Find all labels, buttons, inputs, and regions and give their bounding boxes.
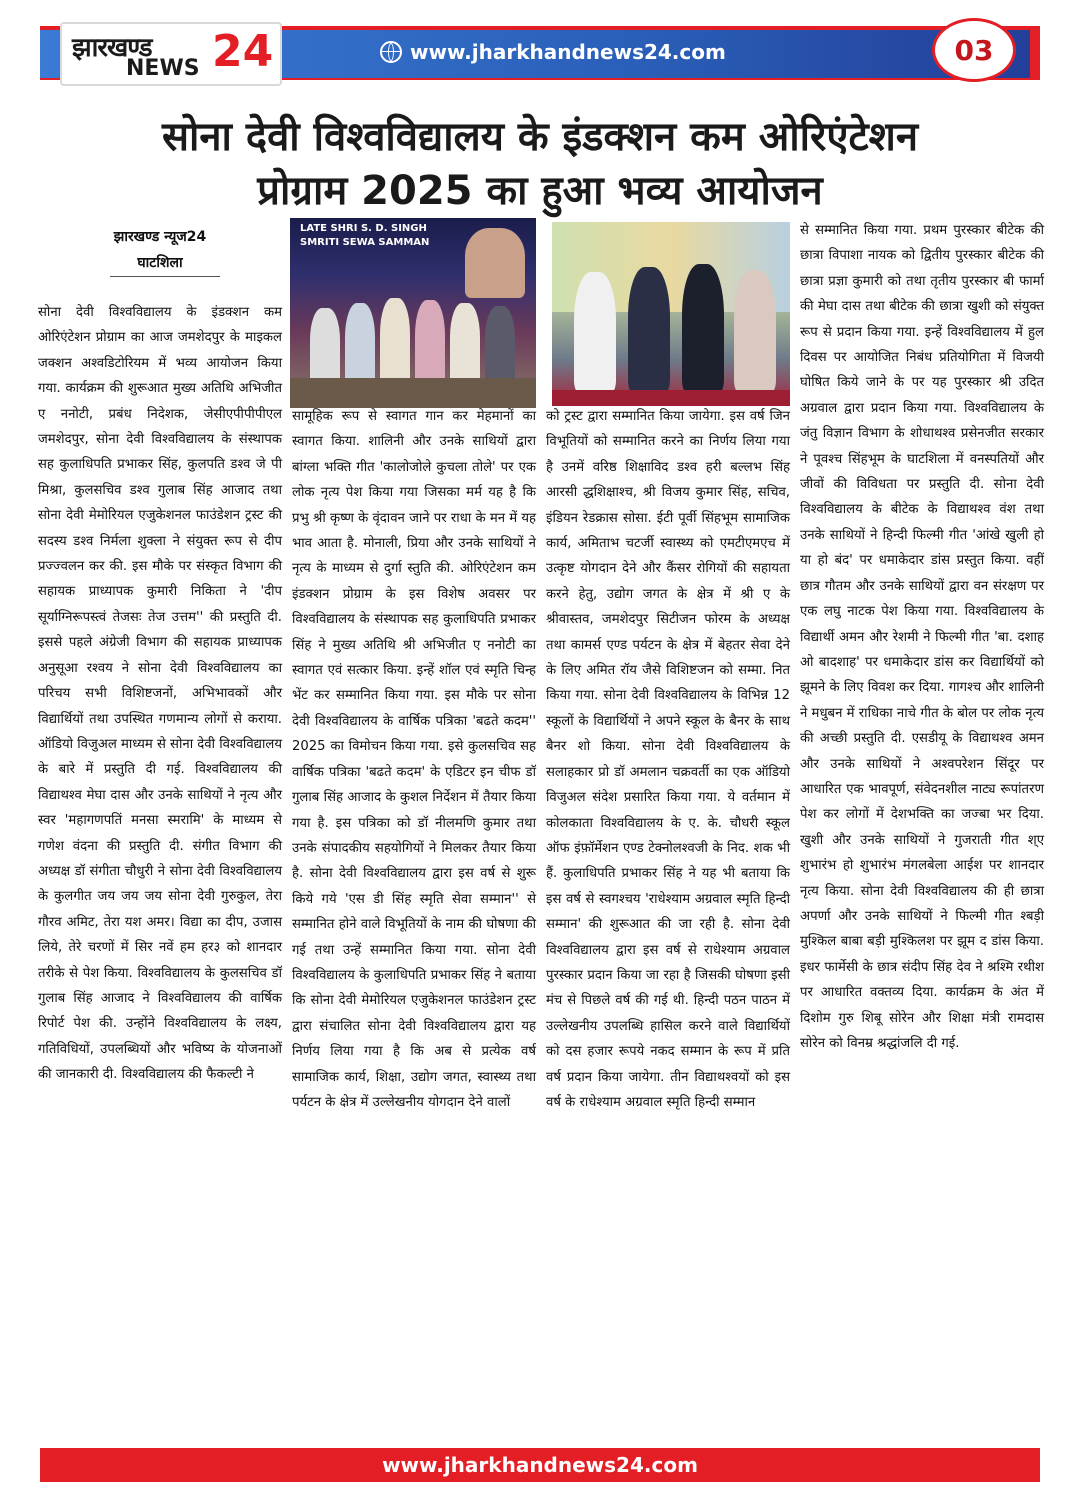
guest-figure (310, 308, 340, 388)
headline-line-1: सोना देवी विश्वविद्यालय के इंडक्शन कम ओरिएंटेशन (161, 114, 919, 160)
guest-figure (450, 303, 480, 388)
guest-figure (682, 264, 724, 392)
photo1-banner-line-2: SMRITI SEWA SAMMAN (300, 237, 430, 248)
photo1-banner (300, 222, 429, 250)
article-column-4: से सम्मानित किया गया. प्रथम पुरस्कार बीटेक की छात्रा विपाशा नायक को द्वितीय पुरस्कार बीटेक की छात्रा प्रज्ञा कुमारी को तथा तृतीय पुरस्कार बी फार्मा की मेघा दास तथा बीटेक की छात्रा खुशी को संयुक्त रूप से प्रदान किया गया. इन्हें विश्वविद्यालय में हुल दिवस पर आयोजित निबंध प्रतियोगिता में विजयी घोषित किये जाने के पर यह पुरस्कार श्री उदित अग्रवाल द्वारा प्रदान किया गया. विश्वविद्यालय के जंतु विज्ञान विभाग के शोधाथश्व प्रसेनजीत सरकार ने पूवश्च सिंहभूम के घाटशिला में वनस्पतियों और जीवों की विविधता पर प्रस्तुति दी. सोना देवी विश्वविद्यालय के बीटेक के विद्याथश्व वंश तथा उनके साथियों ने हिन्दी फिल्मी गीत 'आंखे खुली हो या हो बंद' पर धमाकेदार डांस प्रस्तुत किया. वहीं छात्र गौतम और उनके साथियों द्वारा वन संरक्षण पर एक लघु नाटक पेश किया गया. विश्वविद्यालय के विद्यार्थी अमन और रेशमी ने फिल्मी गीत 'बा. दशाह ओ बादशाह' पर धमाकेदार डांस कर विद्यार्थियों को झूमने के लिए विवश कर दिया. गागश्च और शालिनी ने मधुबन में राधिका नाचे गीत के बोल पर लोक नृत्य की अच्छी प्रस्तुति दी. एसडीयू के विद्याथश्व अमन और उनके साथियों ने अश्वपरेशन सिंदूर पर आधारित एक भावपूर्ण, संवेदनशील नाट्य रूपांतरण पेश कर लोगों में देशभक्ति का जज्बा भर दिया. खुशी और उनके साथियों ने गुजराती गीत श्ए शुभारंभ हो शुभारंभ मंगलबेला आईश पर शानदार नृत्य किया. सोना देवी विश्वविद्यालय की ही छात्रा अपर्णा और उनके साथियों ने फिल्मी गीत श्बड़ी मुश्किल बाबा बड़ी मुश्किलश पर झूम द डांस किया. इधर फार्मेसी के छात्र संदीप सिंह देव ने श्रश्मि रथीश पर आधारित वक्तव्य दिया. कार्यक्रम के अंत में दिशोम गुरु शिबू सोरेन और शिक्षा मंत्री रामदास सोरेन को विनम्र श्रद्धांजलि दी गई. (800, 223, 1044, 1051)
logo-hindi-text: झारखण्ड (72, 33, 152, 63)
event-photo-magazine-launch (552, 222, 790, 406)
byline-source: झारखण्ड न्यूज24 (113, 229, 207, 245)
guest-figure (415, 300, 445, 388)
logo-news-text: NEWS (126, 56, 200, 81)
event-photo-award-ceremony (290, 218, 536, 408)
byline-place: घाटशिला (137, 255, 183, 271)
site-logo[interactable] (60, 22, 282, 86)
article-column-1: सोना देवी विश्वविद्यालय के इंडक्शन कम ओरिएंटेशन प्रोग्राम का आज जमशेदपुर के माइकल जक्शन अश्वडिटोरियम में भव्य आयोजन किया गया. कार्यक्रम की शुरूआत मुख्य अतिथि अभिजीत ए ननोटी, प्रबंध निदेशक, जेसीएपीपीपीएल जमशेदपुर, सोना देवी विश्वविद्यालय के संस्थापक सह कुलाधिपति प्रभाकर सिंह, कुलपति डश्व जे पी मिश्रा, कुलसचिव डश्व गुलाब सिंह आजाद तथा सोना देवी मेमोरियल एजुकेशनल फाउंडेशन ट्रस्ट की सदस्य डश्व निर्मला शुक्ला ने संयुक्त रूप से दीप प्रज्ज्वलन कर की. इस मौके पर संस्कृत विभाग की सहायक प्राध्यापक कुमारी निकिता ने 'दीप सूर्याग्निरूपस्त्वं तेजसः तेज उत्तम'' की प्रस्तुति दी. इससे पहले अंग्रेजी विभाग की सहायक प्राध्यापक अनुसूआ रश्वय ने सोना देवी विश्वविद्यालय का परिचय सभी विशिष्टजनों, अभिभावकों और विद्यार्थियों तथा उपस्थित गणमान्य लोगों से कराया. ऑडियो विजुअल माध्यम से सोना देवी विश्वविद्यालय के बारे में प्रस्तुति दी गई. विश्वविद्यालय की विद्याथश्व मेघा दास और उनके साथियों ने नृत्य और स्वर 'महागणपतिं मनसा स्मरामि' के माध्यम से गणेश वंदना की प्रस्तुति दी. संगीत विभाग की अध्यक्ष डॉ संगीता चौधुरी ने सोना देवी विश्वविद्यालय के कुलगीत जय जय जय सोना देवी गुरुकुल, तेरा गौरव अमिट, तेरा यश अमर। विद्या का दीप, उजास लिये, तेरे चरणों में सिर नवें हम हर३ को शानदार तरीके से पेश किया. विश्वविद्यालय के कुलसचिव डॉ गुलाब सिंह आजाद ने विश्वविद्यालय की वार्षिक रिपोर्ट पेश की. उन्होंने विश्वविद्यालय के लक्ष्य, गतिविधियों, उपलब्धियों और भविष्य के योजनाओं की जानकारी दी. विश्वविद्यालय की फैकल्टी ने (38, 305, 282, 1083)
byline-divider (110, 276, 220, 277)
photo1-banner-line-1: LATE SHRI S. D. SINGH (300, 223, 427, 234)
logo-number: 24 (212, 26, 274, 77)
headline-line-2: प्रोग्राम 2025 का हुआ भव्य आयोजन (257, 168, 823, 214)
article-headline (40, 110, 1040, 218)
guest-figure (734, 270, 776, 392)
article-column-3: को ट्रस्ट द्वारा सम्मानित किया जायेगा. इस वर्ष जिन विभूतियों को सम्मानित करने का निर्णय लिया गया है उनमें वरिष्ठ शिक्षाविद डश्व हरी बल्लभ सिंह आरसी द्धशिक्षाश्च, श्री विजय कुमार सिंह, सचिव, इंडियन रेडक्रास सोसा. ईटी पूर्वी सिंहभूम सामाजिक कार्य, अमिताभ चटर्जी स्वास्थ्य को एमटीएमएच में उत्कृष्ट योगदान देने और कैंसर रोगियों की सहायता करने हेतु, उद्योग जगत के क्षेत्र में श्री ए के श्रीवास्तव, जमशेदपुर सिटीजन फोरम के अध्यक्ष तथा कामर्स एण्ड पर्यटन के क्षेत्र में बेहतर सेवा देने के लिए अमित रॉय जैसे विशिष्टजन को सम्मा. नित किया गया. सोना देवी विश्वविद्यालय के विभिन्न 12 स्कूलों के विद्यार्थियों ने अपने स्कूल के बैनर के साथ बैनर शो किया. सोना देवी विश्वविद्यालय के सलाहकार प्रो डॉ अमलान चक्रवर्ती का एक ऑडियो विजुअल संदेश प्रसारित किया गया. ये वर्तमान में कोलकाता विश्वविद्यालय के ए. के. चौधरी स्कूल ऑफ इंफ़ॉर्मेशन एण्ड टेक्नोलश्वजी के निद. शक भी हैं. कुलाधिपति प्रभाकर सिंह ने यह भी बताया कि इस वर्ष से स्वगश्चय 'राधेश्याम अग्रवाल स्मृति हिन्दी सम्मान' की शुरूआत की जा रही है. सोना देवी विश्वविद्यालय द्वारा इस वर्ष से राधेश्याम अग्रवाल पुरस्कार प्रदान किया जा रहा है जिसकी घोषणा इसी मंच से पिछले वर्ष की गई थी. हिन्दी पठन पाठन में उल्लेखनीय उपलब्धि हासिल करने वाले विद्यार्थियों को दस हजार रूपये नकद सम्मान के रूप में प्रति वर्ष प्रदान किया जायेगा. तीन विद्याथश्वयों को इस वर्ष के राधेश्याम अग्रवाल स्मृति हिन्दी सम्मान (546, 409, 790, 1110)
banner-portrait (465, 228, 525, 298)
guest-figure (345, 303, 375, 388)
guest-figure (380, 298, 410, 388)
byline (80, 224, 240, 276)
guest-figure (485, 306, 515, 388)
page-number-badge: 03 (932, 18, 1016, 82)
guest-figure (628, 267, 670, 392)
guest-figure (574, 272, 616, 392)
article-column-2: सामूहिक रूप से स्वागत गान कर मेहमानों का स्वागत किया. शालिनी और उनके साथियों द्वारा बांग्ला भक्ति गीत 'कालोजोले कुचला तोले' पर एक लोक नृत्य पेश किया गया जिसका मर्म यह है कि प्रभु श्री कृष्ण के वृंदावन जाने पर राधा के मन में यह भाव आता है. मोनाली, प्रिया और उनके साथियों ने नृत्य के माध्यम से दुर्गा स्तुति की. ओरिएंटेशन कम इंडक्शन प्रोग्राम के इस विशेष अवसर पर विश्वविद्यालय के संस्थापक सह कुलाधिपति प्रभाकर सिंह ने मुख्य अतिथि श्री अभिजीत ए ननोटी का स्वागत एवं सत्कार किया. इन्हें शॉल एवं स्मृति चिन्ह भेंट कर सम्मानित किया गया. इस मौके पर सोना देवी विश्वविद्यालय के वार्षिक पत्रिका 'बढते कदम'' 2025 का विमोचन किया गया. इसे कुलसचिव सह वार्षिक पत्रिका 'बढते कदम' के एडिटर इन चीफ डॉ गुलाब सिंह आजाद के कुशल निर्देशन में तैयार किया गया है. इस पत्रिका को डॉ नीलमणि कुमार तथा उनके संपादकीय सहयोगियों ने मिलकर तैयार किया है. सोना देवी विश्वविद्यालय द्वारा इस वर्ष से शुरू किये गये 'एस डी सिंह स्मृति सेवा सम्मान'' से सम्मानित होने वाले विभूतियों के नाम की घोषणा की गई तथा उन्हें सम्मानित किया गया. सोना देवी विश्वविद्यालय के कुलाधिपति प्रभाकर सिंह ने बताया कि सोना देवी मेमोरियल एजुकेशनल फाउंडेशन ट्रस्ट द्वारा संचालित सोना देवी विश्वविद्यालय द्वारा यह निर्णय लिया गया है कि अब से प्रत्येक वर्ष सामाजिक कार्य, शिक्षा, उद्योग जगत, स्वास्थ्य तथा पर्यटन के क्षेत्र में उल्लेखनीय योगदान देने वालों (292, 409, 536, 1110)
footer-website-link[interactable]: www.jharkhandnews24.com (40, 1448, 1040, 1482)
header-website-text: www.jharkhandnews24.com (410, 40, 726, 64)
globe-icon (380, 41, 402, 63)
header-website-link[interactable] (380, 40, 726, 64)
